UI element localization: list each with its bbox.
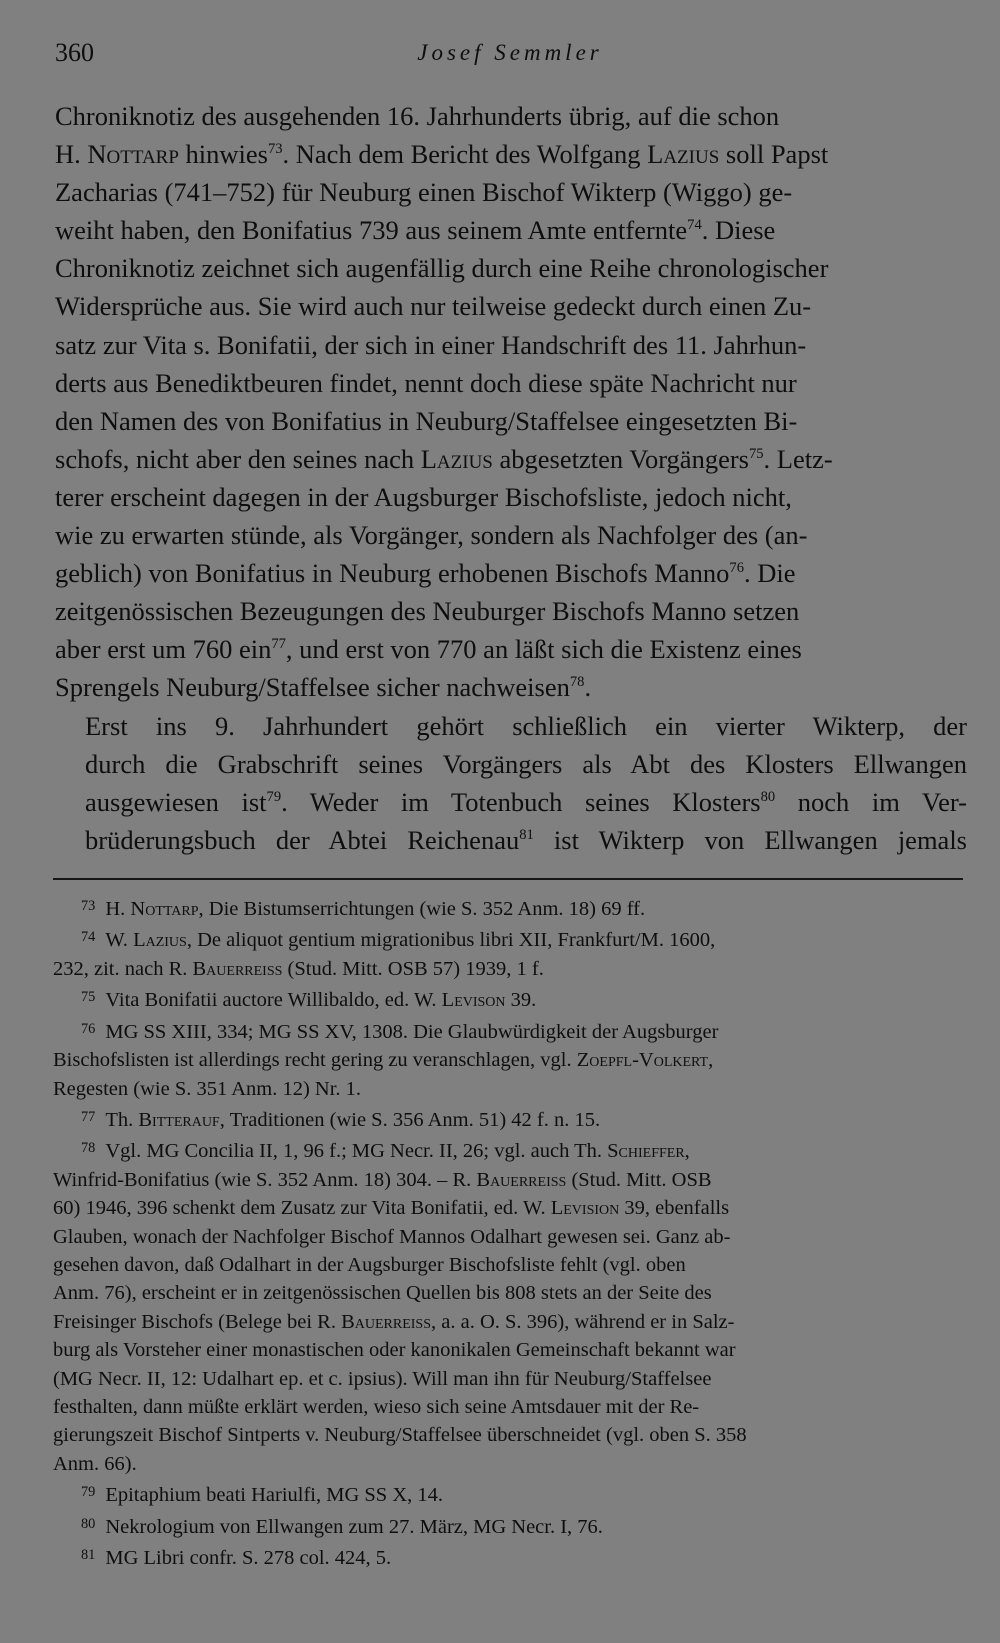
- text-run: Anm. 66).: [53, 1452, 137, 1475]
- text-run: . Weder im Totenbuch seines Klosters: [281, 786, 761, 817]
- footnote-line: [53, 1336, 965, 1364]
- text-run: 39.: [505, 989, 537, 1012]
- text-run: W.: [105, 929, 134, 952]
- text-run: den Namen des von Bonifatius in Neuburg/Staffelsee eingesetzten Bi-: [55, 405, 798, 436]
- text-run: Widersprüche aus. Sie wird auch nur teilweise gedeckt durch einen Zu-: [55, 291, 812, 322]
- text-run: . Die: [743, 558, 796, 589]
- text-run: soll Papst: [719, 139, 829, 170]
- text-line: [55, 364, 967, 402]
- text-run: terer erscheint dagegen in der Augsburger Bischofsliste, jedoch nicht,: [55, 481, 792, 512]
- footnote-line: [53, 1393, 965, 1421]
- text-line: [55, 287, 967, 325]
- footnote-line: [53, 1134, 965, 1165]
- text-run: Erst ins 9. Jahrhundert gehört schließlich ein vierter Wikterp, der: [85, 710, 967, 741]
- footnote-line: [53, 1421, 965, 1449]
- text-run: Epitaphium beati Hariulfi, MG SS X, 14.: [105, 1484, 443, 1507]
- text-run: wie zu erwarten stünde, als Vorgänger, sondern als Nachfolger des (an-: [55, 520, 808, 551]
- text-run: Chroniknotiz zeichnet sich augenfällig durch eine Reihe chronologischer: [55, 253, 829, 284]
- text-run: . Diese: [701, 215, 776, 246]
- author-name: Nottarp: [87, 139, 179, 170]
- footnote-ref: 81: [519, 826, 534, 843]
- footnote-ref: 79: [266, 788, 282, 805]
- author-name: Bitterauf: [138, 1108, 220, 1131]
- footnote-ref: 74: [687, 217, 702, 234]
- footnote-line: [53, 1541, 965, 1572]
- text-run: gesehen davon, daß Odalhart in der Augsburger Bischofsliste fehlt (vgl. oben: [53, 1253, 686, 1276]
- author-name: Lazius: [647, 139, 720, 170]
- footnote-line: [53, 1279, 965, 1307]
- footnote-line: [53, 1450, 965, 1478]
- footnote-line: [53, 892, 965, 923]
- footnote-ref: 76: [729, 559, 744, 576]
- text-run: Sprengels Neuburg/Staffelsee sicher nachweisen: [55, 672, 570, 703]
- text-line: [55, 707, 967, 745]
- page-header: [55, 38, 965, 78]
- footnote-line: [53, 1046, 965, 1074]
- footnote-ref: 73: [267, 140, 283, 157]
- text-run: Anm. 76), erscheint er in zeitgenössischen Quellen bis 808 stets an der Seite des: [53, 1282, 712, 1305]
- text-run: MG Libri confr. S. 278 col. 424, 5.: [105, 1547, 392, 1570]
- text-run: Zacharias (741–752) für Neuburg einen Bischof Wikterp (Wiggo) ge-: [55, 177, 793, 208]
- text-run: brüderungsbuch der Abtei Reichenau: [85, 824, 520, 855]
- text-line: [55, 668, 967, 706]
- text-run: ,: [684, 1140, 690, 1163]
- author-name: Schieffer: [607, 1140, 685, 1163]
- text-line: [55, 326, 967, 364]
- text-run: abgesetzten Vorgängers: [492, 443, 749, 474]
- text-line: [55, 249, 967, 287]
- author-name: Zoepfl-Volkert: [576, 1049, 709, 1072]
- footnote-number: 81: [81, 1547, 96, 1564]
- text-run: weiht haben, den Bonifatius 739 aus seinem Amte entfernte: [55, 215, 688, 246]
- text-run: , De aliquot gentium migrationibus libri XII, Frankfurt/M. 1600,: [186, 929, 716, 952]
- footnote-number: 79: [81, 1484, 96, 1501]
- footnote-line: [53, 1015, 965, 1046]
- footnote-number: 75: [81, 989, 96, 1006]
- footnote-line: [53, 1166, 965, 1194]
- text-line: [55, 592, 967, 630]
- author-name: Levison: [441, 989, 506, 1012]
- footnote: [53, 923, 965, 983]
- text-line: [55, 516, 967, 554]
- text-line: [55, 478, 967, 516]
- main-text: [55, 97, 967, 859]
- text-line: [55, 821, 967, 859]
- text-run: (Stud. Mitt. OSB 57) 1939, 1 f.: [282, 957, 544, 980]
- paragraph-1: [55, 97, 967, 707]
- text-run: ,: [708, 1049, 714, 1072]
- text-run: hinwies: [178, 139, 268, 170]
- footnote-line: [53, 1103, 965, 1134]
- author-name: Lazius: [133, 929, 187, 952]
- text-run: . Letz-: [763, 443, 833, 474]
- footnote-line: [53, 1223, 965, 1251]
- footnote-number: 73: [81, 898, 96, 914]
- footnote-line: [53, 1251, 965, 1279]
- author-name: Bauerreiss: [341, 1310, 432, 1333]
- text-run: Freisinger Bischofs (Belege bei R.: [53, 1310, 342, 1333]
- footnote-ref: 80: [760, 788, 776, 805]
- text-run: gierungszeit Bischof Sintperts v. Neuburg/Staffelsee überschneidet (vgl. oben S. 358: [53, 1424, 747, 1447]
- text-line: [55, 783, 967, 821]
- text-run: . Nach dem Bericht des Wolfgang: [282, 139, 648, 170]
- text-run: noch im Ver-: [775, 786, 967, 817]
- text-run: H.: [55, 139, 88, 170]
- footnote: [53, 1510, 965, 1541]
- text-run: derts aus Benediktbeuren findet, nennt doch diese späte Nachricht nur: [55, 367, 797, 398]
- footnote-number: 80: [81, 1515, 96, 1532]
- footnote: [53, 1134, 965, 1478]
- footnote: [53, 1103, 965, 1134]
- text-line: [55, 554, 967, 592]
- footnote-ref: 78: [569, 674, 585, 691]
- footnote-line: [53, 1194, 965, 1222]
- text-run: Chroniknotiz des ausgehenden 16. Jahrhunderts übrig, auf die schon: [55, 101, 780, 131]
- text-run: , a. a. O. S. 396), während er in Salz-: [431, 1310, 735, 1333]
- footnote-number: 74: [81, 929, 96, 946]
- author-name: Bauerreiss: [192, 957, 283, 980]
- text-run: .: [584, 672, 592, 703]
- footnote: [53, 1478, 965, 1509]
- text-run: Regesten (wie S. 351 Anm. 12) Nr. 1.: [53, 1077, 362, 1100]
- text-run: geblich) von Bonifatius in Neuburg erhobenen Bischofs Manno: [55, 558, 730, 589]
- text-run: H.: [105, 898, 131, 921]
- running-head: Josef Semmler: [417, 40, 603, 65]
- text-line: [55, 630, 967, 668]
- author-name: Nottarp: [130, 898, 199, 921]
- text-line: [55, 440, 967, 478]
- footnote-line: [53, 1075, 965, 1103]
- text-line: [55, 211, 967, 249]
- text-run: Winfrid-Bonifatius (wie S. 352 Anm. 18) 304. – R.: [53, 1168, 477, 1191]
- text-run: , und erst von 770 an läßt sich die Existenz eines: [285, 634, 802, 665]
- text-run: durch die Grabschrift seines Vorgängers als Abt des Klosters Ellwangen: [85, 748, 967, 779]
- paragraph-2: [55, 707, 967, 859]
- text-run: (MG Necr. II, 12: Udalhart ep. et c. ipsius). Will man ihn für Neuburg/Staffelsee: [53, 1367, 712, 1390]
- text-run: Vita Bonifatii auctore Willibaldo, ed. W.: [105, 989, 442, 1012]
- text-line: [55, 402, 967, 440]
- text-line: [55, 745, 967, 783]
- footnote-line: [53, 1478, 965, 1509]
- footnote-ref: 77: [271, 636, 286, 653]
- text-run: satz zur Vita s. Bonifatii, der sich in einer Handschrift des 11. Jahrhun-: [55, 329, 807, 360]
- text-run: 39, ebenfalls: [619, 1197, 730, 1220]
- text-run: 232, zit. nach R.: [53, 957, 193, 980]
- footnote-number: 77: [81, 1108, 96, 1125]
- text-line: [55, 97, 967, 135]
- footnote-line: [53, 923, 965, 954]
- text-run: , Die Bistumserrichtungen (wie S. 352 Anm. 18) 69 ff.: [198, 898, 646, 921]
- footnotes: [53, 892, 965, 1572]
- page-number: 360: [55, 38, 94, 67]
- text-run: zeitgenössischen Bezeugungen des Neuburger Bischofs Manno setzen: [55, 596, 800, 627]
- text-run: festhalten, dann müßte erklärt werden, wieso sich seine Amtsdauer mit der Re-: [53, 1396, 700, 1418]
- text-line: [55, 135, 967, 173]
- footnote-line: [53, 1365, 965, 1393]
- text-run: MG SS XIII, 334; MG SS XV, 1308. Die Glaubwürdigkeit der Augsburger: [105, 1020, 719, 1043]
- footnote: [53, 1541, 965, 1572]
- text-run: burg als Vorsteher einer monastischen oder kanonikalen Gemeinschaft bekannt war: [53, 1339, 736, 1362]
- text-run: Glauben, wonach der Nachfolger Bischof Mannos Odalhart gewesen sei. Ganz ab-: [53, 1225, 731, 1248]
- footnote-number: 76: [81, 1020, 96, 1037]
- text-run: Bischofslisten ist allerdings recht gering zu veranschlagen, vgl.: [53, 1049, 577, 1072]
- footnote-line: [53, 955, 965, 983]
- footnote-line: [53, 1510, 965, 1541]
- text-run: Vgl. MG Concilia II, 1, 96 f.; MG Necr. II, 26; vgl. auch Th.: [105, 1140, 608, 1163]
- author-name: Levision: [550, 1197, 620, 1220]
- text-run: schofs, nicht aber den seines nach: [55, 443, 421, 474]
- footnote: [53, 1015, 965, 1103]
- text-run: aber erst um 760 ein: [55, 634, 272, 665]
- text-run: Th.: [105, 1108, 139, 1131]
- text-line: [55, 173, 967, 211]
- footnote-rule: [53, 878, 963, 880]
- text-run: 60) 1946, 396 schenkt dem Zusatz zur Vita Bonifatii, ed. W.: [53, 1197, 551, 1220]
- footnote-number: 78: [81, 1140, 96, 1157]
- text-run: , Traditionen (wie S. 356 Anm. 51) 42 f. n. 15.: [219, 1108, 601, 1131]
- footnote-line: [53, 1308, 965, 1336]
- author-name: Bauerreiss: [476, 1168, 567, 1191]
- footnote: [53, 892, 965, 923]
- footnote-ref: 75: [748, 445, 764, 462]
- text-run: ist Wikterp von Ellwangen jemals: [533, 824, 967, 855]
- text-run: Nekrologium von Ellwangen zum 27. März, MG Necr. I, 76.: [105, 1515, 603, 1538]
- author-name: Lazius: [420, 443, 493, 474]
- text-run: ausgewiesen ist: [85, 786, 267, 817]
- footnote: [53, 983, 965, 1014]
- text-run: (Stud. Mitt. OSB: [566, 1168, 712, 1191]
- footnote-line: [53, 983, 965, 1014]
